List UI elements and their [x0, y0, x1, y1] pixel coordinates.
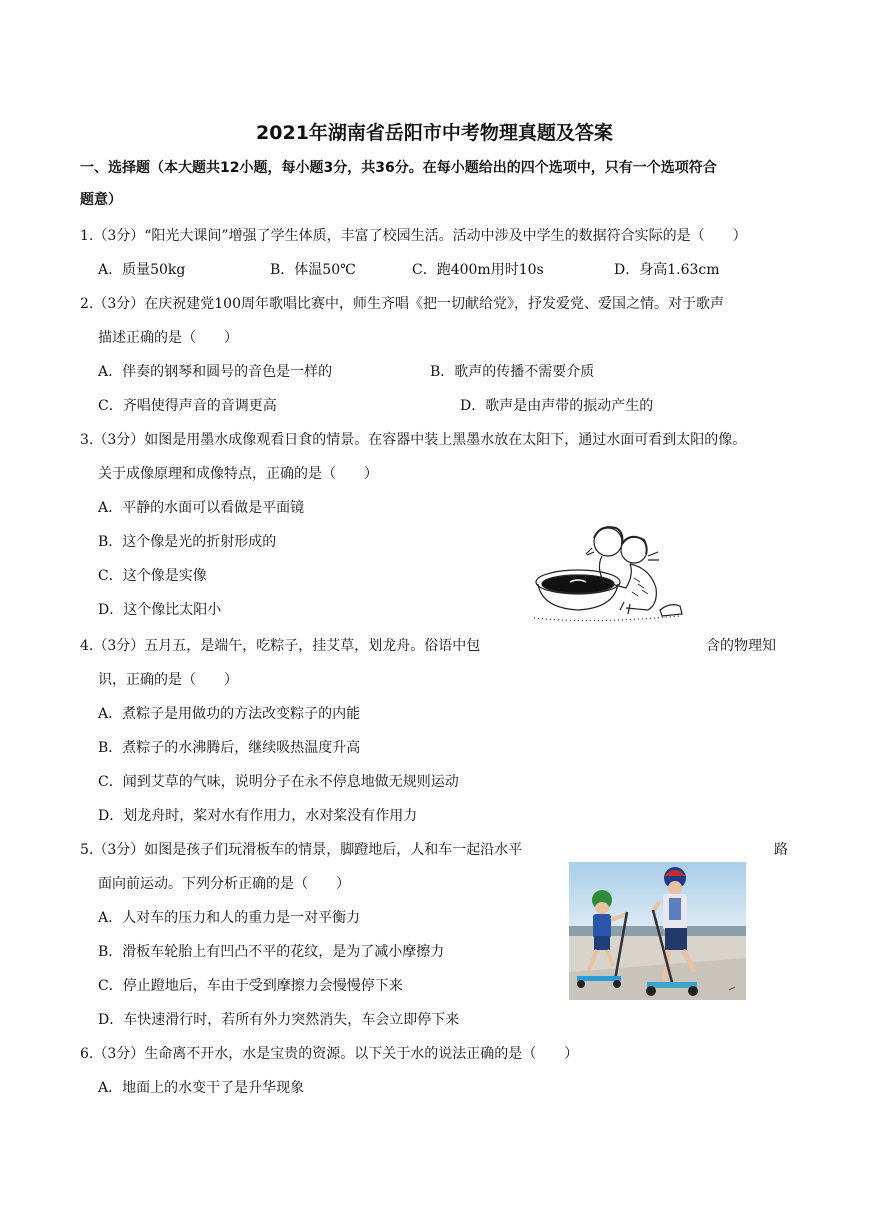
q4-stem-cont: 识，正确的是（ ）	[98, 672, 238, 688]
q5-option-d: D．车快速滑行时，若所有外力突然消失，车会立即停下来	[98, 1012, 460, 1028]
q5-option-a: A．人对车的压力和人的重力是一对平衡力	[98, 910, 361, 926]
q1-option-d: D．身高1.63cm	[614, 262, 720, 278]
q3-option-a: A．平静的水面可以看做是平面镜	[98, 500, 305, 516]
q4-option-d: D．划龙舟时，桨对水有作用力，水对桨没有作用力	[98, 808, 418, 824]
q6-stem: 6.（3分）生命离不开水，水是宝贵的资源。以下关于水的说法正确的是（ ）	[80, 1046, 579, 1062]
q2-stem: 2.（3分）在庆祝建党100周年歌唱比赛中，师生齐唱《把一切献给党》，抒发爱党、爱国之情。对于歌声	[80, 296, 724, 312]
q6-option-a: A．地面上的水变干了是升华现象	[98, 1080, 305, 1096]
q4-option-b: B．煮粽子的水沸腾后，继续吸热温度升高	[98, 740, 361, 756]
q2-option-a: A．伴奏的钢琴和圆号的音色是一样的	[98, 364, 333, 380]
scooter-kids-photo	[569, 862, 746, 1000]
q3-stem: 3.（3分）如图是用墨水成像观看日食的情景。在容器中装上黑墨水放在太阳下，通过水面可看到太阳的像。	[80, 432, 747, 448]
q1-option-a: A．质量50kg	[98, 262, 186, 278]
q2-stem-cont: 描述正确的是（ ）	[98, 330, 238, 346]
q5-option-c: C．停止蹬地后，车由于受到摩擦力会慢慢停下来	[98, 978, 403, 994]
page-title: 2021年湖南省岳阳市中考物理真题及答案	[256, 122, 613, 144]
q2-option-d: D．歌声是由声带的振动产生的	[460, 398, 654, 414]
q5-stem-tail: 路	[774, 842, 788, 858]
q4-stem: 4.（3分）五月五，是端午，吃粽子，挂艾草，划龙舟。俗语中包	[80, 638, 481, 654]
q2-option-b: B．歌声的传播不需要介质	[430, 364, 595, 380]
q1-option-c: C．跑400m用时10s	[412, 262, 544, 278]
q3-stem-cont: 关于成像原理和成像特点，正确的是（ ）	[98, 466, 378, 482]
section-heading: 一、选择题（本大题共12小题，每小题3分，共36分。在每小题给出的四个选项中，只有一个选项符合	[80, 160, 717, 176]
ink-basin-illustration	[530, 518, 690, 628]
section-heading-cont: 题意）	[80, 192, 122, 208]
q4-stem-tail: 含的物理知	[706, 638, 776, 654]
q3-option-d: D．这个像比太阳小	[98, 602, 222, 618]
q5-stem-cont: 面向前运动。下列分析正确的是（ ）	[98, 876, 350, 892]
q4-option-a: A．煮粽子是用做功的方法改变粽子的内能	[98, 706, 361, 722]
q1-option-b: B．体温50℃	[270, 262, 356, 278]
q3-option-c: C．这个像是实像	[98, 568, 207, 584]
q1-stem: 1.（3分）“阳光大课间”增强了学生体质，丰富了校园生活。活动中涉及中学生的数据符合实际的是（ ）	[80, 228, 747, 244]
q5-stem: 5.（3分）如图是孩子们玩滑板车的情景，脚蹬地后，人和车一起沿水平	[80, 842, 523, 858]
q2-option-c: C．齐唱使得声音的音调更高	[98, 398, 277, 414]
q5-option-b: B．滑板车轮胎上有凹凸不平的花纹，是为了减小摩擦力	[98, 944, 445, 960]
q4-option-c: C．闻到艾草的气味，说明分子在永不停息地做无规则运动	[98, 774, 459, 790]
q3-option-b: B．这个像是光的折射形成的	[98, 534, 277, 550]
